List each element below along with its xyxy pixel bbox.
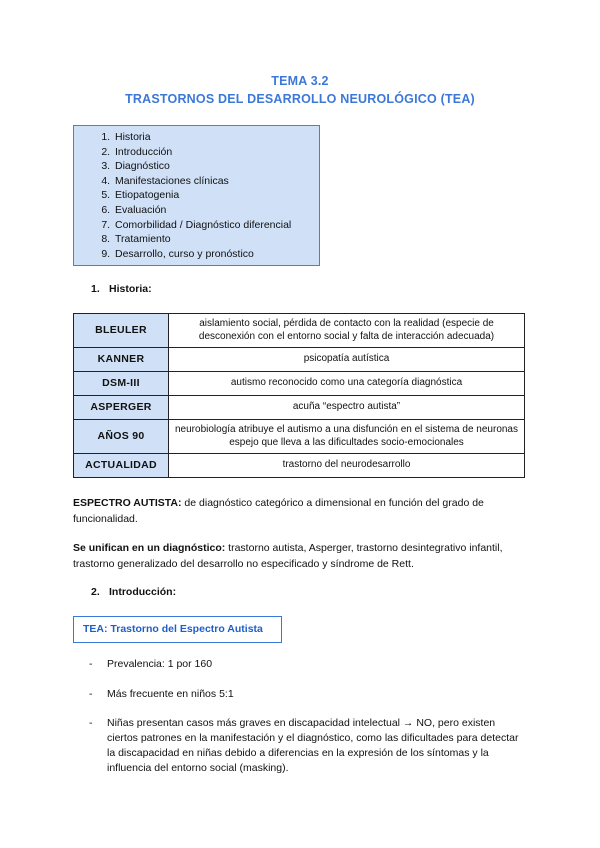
list-item	[89, 716, 519, 776]
bullet-dash: -	[89, 688, 93, 700]
list-item	[89, 657, 519, 672]
table-key: KANNER	[74, 348, 169, 372]
table-value: acuña “espectro autista”	[169, 396, 525, 420]
table-value: neurobiología atribuye el autismo a una disfunción en el sistema de neuronas espejo que lleva a las dificultades socio-emocionales	[169, 420, 525, 454]
unifican-label: Se unifican en un diagnóstico:	[73, 542, 226, 554]
tea-definition-box: TEA: Trastorno del Espectro Autista	[73, 616, 282, 643]
history-table	[73, 313, 525, 478]
espectro-text: de diagnóstico categórico a dimensional en función del grado de funcionalidad.	[73, 497, 484, 525]
toc-item: 3. Diagnóstico	[113, 159, 319, 174]
toc-item: 4. Manifestaciones clínicas	[113, 174, 319, 189]
page-title: TRASTORNOS DEL DESARROLLO NEUROLÓGICO (TEA)	[125, 92, 475, 106]
list-item	[89, 687, 519, 702]
bullet-text: Prevalencia: 1 por 160	[107, 658, 213, 670]
table-row	[74, 396, 525, 420]
table-value: aislamiento social, pérdida de contacto con la realidad (especie de desconexión con el entorno social y falta de interacción adecuada)	[169, 314, 525, 348]
section-title: Introducción:	[109, 586, 177, 598]
toc-item: 5. Etiopatogenia	[113, 188, 319, 203]
table-value: autismo reconocido como una categoría diagnóstica	[169, 372, 525, 396]
table-value: trastorno del neurodesarrollo	[169, 454, 525, 478]
unifican-paragraph	[73, 540, 528, 572]
table-key: ACTUALIDAD	[74, 454, 169, 478]
topic-number: TEMA 3.2	[271, 74, 329, 88]
section-number: 1.	[91, 283, 100, 295]
toc-item: 7. Comorbilidad / Diagnóstico diferencial	[113, 218, 319, 233]
bullet-text: Más frecuente en niños 5:1	[107, 688, 234, 700]
toc-item: 2. Introducción	[113, 145, 319, 160]
bullet-text: Niñas presentan casos más graves en discapacidad intelectual → NO, pero existen ciertos patrones en la manifestación y el diagnóstico, como las dificultades para detectar la discapacidad en niñas debido a diferencias en la expresión de los síntomas y la influencia del entorno social (masking).	[107, 717, 519, 774]
table-row	[74, 454, 525, 478]
espectro-paragraph	[73, 495, 528, 527]
toc-item: 1. Historia	[113, 130, 319, 145]
table-row	[74, 314, 525, 348]
table-key: AÑOS 90	[74, 420, 169, 454]
table-row	[74, 420, 525, 454]
table-key: DSM-III	[74, 372, 169, 396]
table-key: ASPERGER	[74, 396, 169, 420]
section-number: 2.	[91, 586, 100, 598]
section-heading-historia	[91, 283, 152, 295]
espectro-label: ESPECTRO AUTISTA:	[73, 497, 182, 509]
table-row	[74, 372, 525, 396]
toc-item: 8. Tratamiento	[113, 232, 319, 247]
toc-item: 9. Desarrollo, curso y pronóstico	[113, 247, 319, 262]
section-heading-introduccion	[91, 586, 176, 598]
table-row	[74, 348, 525, 372]
section-title: Historia:	[109, 283, 152, 295]
bullet-dash: -	[89, 658, 93, 670]
table-of-contents	[73, 125, 320, 266]
unifican-text: trastorno autista, Asperger, trastorno desintegrativo infantil, trastorno generalizado del desarrollo no especificado y síndrome de Rett.	[73, 542, 503, 570]
table-value: psicopatía autística	[169, 348, 525, 372]
table-key: BLEULER	[74, 314, 169, 348]
toc-item: 6. Evaluación	[113, 203, 319, 218]
bullet-dash: -	[89, 717, 93, 729]
